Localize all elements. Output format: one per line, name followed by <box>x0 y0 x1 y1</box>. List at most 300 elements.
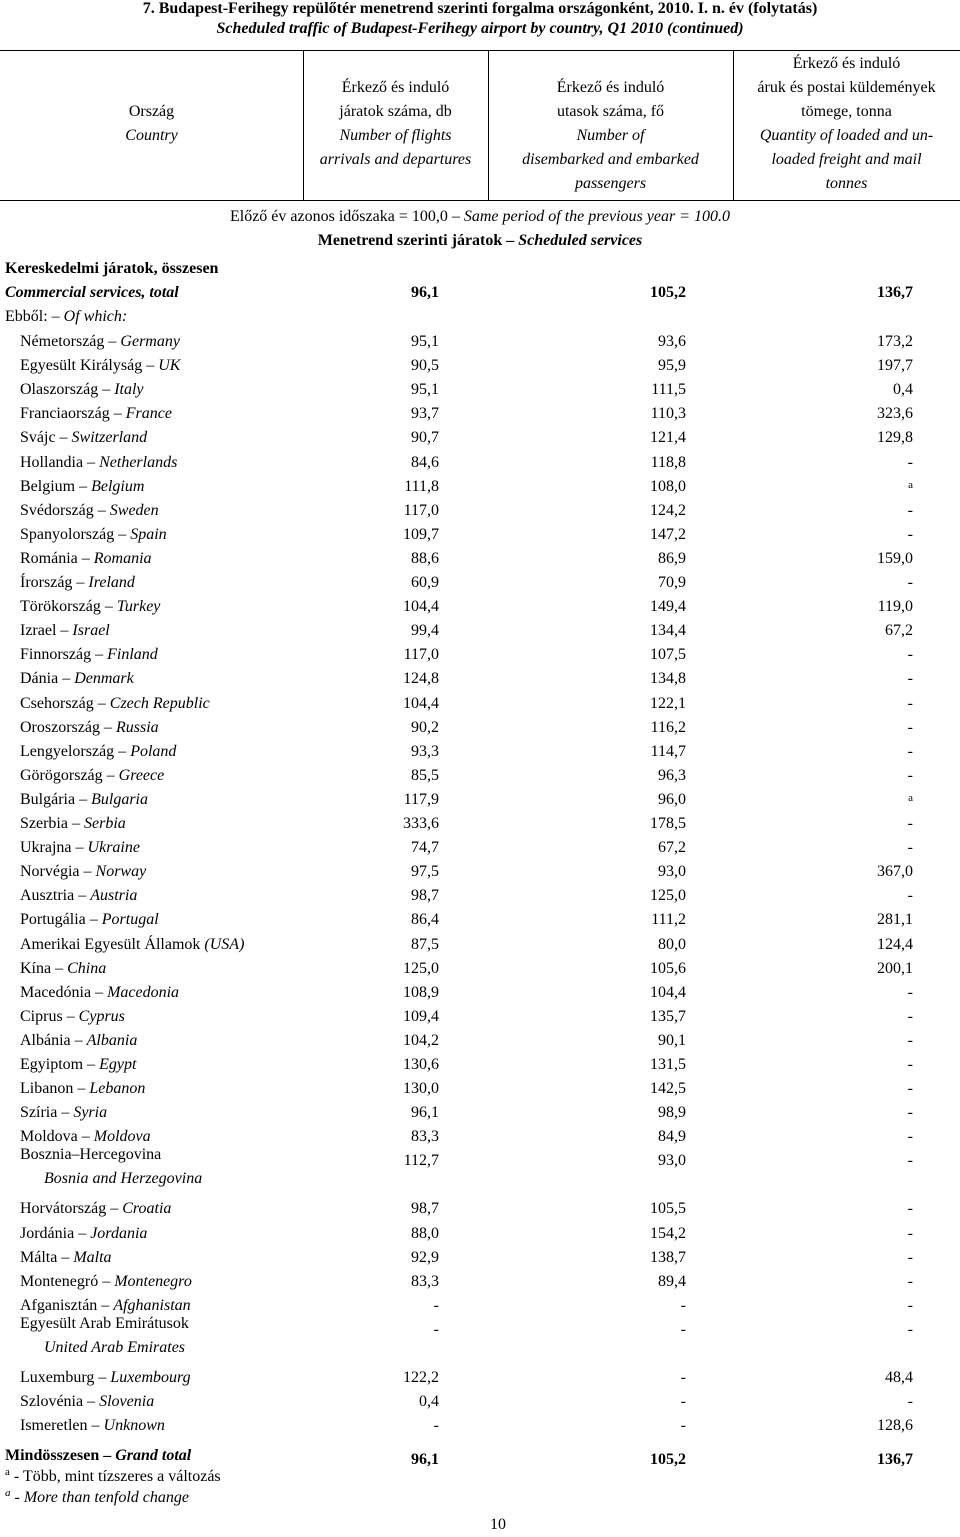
header-top-rule <box>0 50 960 51</box>
table-row <box>0 547 960 571</box>
country-label <box>20 812 126 836</box>
country-label <box>20 643 158 667</box>
country-name-en: Serbia <box>83 815 126 832</box>
country-name-hu: Oroszország – <box>20 718 112 736</box>
country-name-en: Egypt <box>99 1056 137 1073</box>
country-name-en: Czech Republic <box>109 694 210 712</box>
country-label <box>20 1312 189 1336</box>
country-label <box>20 764 164 788</box>
table-row <box>0 378 960 402</box>
country-label <box>20 1101 107 1125</box>
table-row <box>0 595 960 619</box>
value-cell: - <box>907 670 913 688</box>
value-cell: 98,9 <box>658 1104 686 1122</box>
country-label <box>20 1270 192 1294</box>
value-cell: - <box>907 453 913 471</box>
country-name-hu: Svájc – <box>20 429 68 447</box>
table-row <box>0 933 960 957</box>
value-cell: 88,6 <box>411 549 439 567</box>
country-name-hu: Szlovénia – <box>20 1393 96 1410</box>
value-cell: 114,7 <box>650 742 686 760</box>
value-cell: 111,8 <box>404 477 439 495</box>
value-cell: 112,7 <box>403 1152 439 1170</box>
country-name-en: Afghanistan <box>113 1296 191 1314</box>
table-row <box>0 426 960 450</box>
value-cell: 124,8 <box>403 670 439 688</box>
table-row <box>0 1270 960 1294</box>
country-name-en: Cyprus <box>78 1007 125 1025</box>
value-cell: 119,0 <box>877 598 913 616</box>
country-label <box>20 933 244 957</box>
value-cell: 125,0 <box>403 959 439 977</box>
value-cell: 96,3 <box>658 766 686 784</box>
country-name-en: Belgium <box>91 477 145 495</box>
country-label <box>20 426 147 450</box>
table-row <box>0 354 960 378</box>
value-cell: 0,4 <box>419 1393 439 1410</box>
country-name-hu: Szíria – <box>20 1104 70 1122</box>
footnote-en: $^a$ - More than tenfold change <box>5 1487 189 1506</box>
value-cell: 124,2 <box>650 501 686 519</box>
country-label <box>20 1414 165 1438</box>
value-cell: 105,5 <box>650 1200 686 1218</box>
table-row <box>0 692 960 716</box>
header-freight: Érkező és induló áruk és postai küldemények tömege, tonna Quantity of loaded and un- loaded freight and mail tonnes <box>757 55 936 192</box>
country-name-hu: Libanon – <box>20 1080 86 1098</box>
value-cell: - <box>680 1296 686 1314</box>
value-cell: 88,0 <box>411 1224 439 1242</box>
value-cell: 111,5 <box>651 381 686 399</box>
value-cell: 107,5 <box>650 646 686 664</box>
country-name-hu: Írország – <box>20 574 85 591</box>
value-cell: - <box>907 742 913 760</box>
value-cell: 80,0 <box>658 935 686 953</box>
table-row <box>0 812 960 836</box>
value-cell: - <box>907 887 913 905</box>
country-name-en: Romania <box>93 549 152 567</box>
country-name-en: Finland <box>107 646 158 664</box>
country-label <box>20 836 140 860</box>
country-name-hu: Szerbia – <box>20 815 80 832</box>
table-row <box>0 1146 960 1188</box>
country-label <box>20 619 110 643</box>
country-name-hu: Bulgária – <box>20 790 88 808</box>
country-name-en: Spain <box>130 525 167 543</box>
country-name-en: Croatia <box>122 1200 172 1218</box>
value-cell: 134,4 <box>650 622 686 640</box>
table-row <box>0 1101 960 1125</box>
table-row <box>0 740 960 764</box>
value-cell: - <box>907 1320 913 1338</box>
country-name-hu: Amerikai Egyesült Államok <box>20 935 201 953</box>
value-cell: - <box>680 1368 686 1386</box>
table-title-en: Scheduled traffic of Budapest-Ferihegy airport by country, Q1 2010 (continued) <box>216 20 744 37</box>
country-name-en: UK <box>158 357 181 375</box>
value-cell: 98,7 <box>411 1200 439 1218</box>
value-cell: - <box>907 1393 913 1410</box>
table-row <box>0 619 960 643</box>
country-label <box>20 1077 145 1101</box>
value-cell: 323,6 <box>877 405 913 423</box>
value-cell: 92,9 <box>411 1248 439 1266</box>
country-name-en: France <box>125 405 172 423</box>
country-name-hu: Ismeretlen – <box>20 1417 100 1435</box>
value-cell: - <box>433 1296 439 1314</box>
commercial-total-row: Commercial services, total 96,1 105,2 136,7 <box>5 284 913 301</box>
value-cell: - <box>907 1296 913 1314</box>
country-name-en: Portugal <box>101 911 159 929</box>
table-row <box>0 957 960 981</box>
country-label <box>20 571 135 595</box>
value-cell: 90,5 <box>411 357 439 375</box>
value-cell: 109,7 <box>403 525 439 543</box>
of-which-row: Ebből: – Of which: <box>5 308 128 325</box>
value-cell: - <box>907 501 913 519</box>
country-name-hu: Jordánia – <box>20 1224 87 1242</box>
footnote-hu: $^a$ - Több, mint tízszeres a változás <box>5 1466 221 1485</box>
value-cell: 74,7 <box>411 839 439 857</box>
table-row <box>0 1390 960 1414</box>
value-cell: 128,6 <box>877 1417 913 1435</box>
header-passengers: Érkező és induló utasok száma, fő Number of disembarked and embarked passengers <box>522 79 699 192</box>
value-cell: - <box>907 718 913 736</box>
country-label <box>20 1029 137 1053</box>
value-cell: 110,3 <box>650 405 686 423</box>
value-cell: 367,0 <box>877 863 913 881</box>
table-row <box>0 1053 960 1077</box>
country-name-en: Montenegro <box>114 1272 192 1290</box>
country-name-hu: Egyiptom – <box>20 1056 96 1073</box>
country-name-hu: Bosznia–Hercegovina <box>20 1146 162 1164</box>
value-cell: - <box>907 1007 913 1025</box>
value-cell: 96,1 <box>411 1104 439 1122</box>
country-label <box>20 981 179 1005</box>
value-cell: 108,9 <box>403 983 439 1001</box>
value-cell: 60,9 <box>411 574 439 591</box>
value-cell: - <box>907 694 913 712</box>
value-cell: - <box>907 525 913 543</box>
value-cell: 122,2 <box>403 1368 439 1386</box>
value-cell: 67,2 <box>885 622 913 640</box>
value-cell: 87,5 <box>411 935 439 953</box>
country-label <box>20 330 180 354</box>
country-name-hu: Izrael – <box>20 622 69 640</box>
value-cell: 97,5 <box>411 863 439 881</box>
value-cell: 122,1 <box>650 694 686 712</box>
value-cell: 117,0 <box>403 501 439 519</box>
header-bottom-rule <box>0 200 960 201</box>
country-name-en: Switzerland <box>71 429 148 447</box>
country-name-hu: Albánia – <box>20 1031 83 1049</box>
table-row <box>0 1077 960 1101</box>
page-number: 10 <box>490 1516 506 1533</box>
country-name-en: Sweden <box>109 501 159 519</box>
table-row <box>0 1005 960 1029</box>
country-label <box>20 740 176 764</box>
value-cell: - <box>907 1152 913 1170</box>
country-name-hu: Macedónia – <box>20 983 104 1001</box>
country-label <box>20 499 159 523</box>
value-cell: - <box>907 815 913 832</box>
value-cell: 108,0 <box>650 477 686 495</box>
value-cell: 117,0 <box>403 646 439 664</box>
country-name-hu: Dánia – <box>20 670 71 688</box>
value-cell: 154,2 <box>650 1224 686 1242</box>
country-label <box>20 692 210 716</box>
value-cell: - <box>680 1393 686 1410</box>
value-cell: 90,1 <box>658 1031 686 1049</box>
value-cell: - <box>907 646 913 664</box>
table-row <box>0 571 960 595</box>
country-label <box>20 908 159 932</box>
table-row <box>0 884 960 908</box>
country-name-en: Greece <box>118 766 165 784</box>
country-label <box>20 1366 191 1390</box>
value-cell: 104,4 <box>403 694 439 712</box>
value-cell: 95,1 <box>411 333 439 350</box>
country-label <box>20 1246 112 1270</box>
country-name-hu: Montenegró – <box>20 1272 111 1290</box>
value-cell: 89,4 <box>658 1272 686 1290</box>
country-name-en: Ireland <box>88 574 135 591</box>
country-name-hu: Ausztria – <box>20 887 87 905</box>
table-title-hu: 7. Budapest-Ferihegy repülőtér menetrend szerinti forgalma országonként, 2010. I. n. év (folytatás) <box>142 0 818 17</box>
value-cell: 131,5 <box>650 1056 686 1073</box>
country-name-en: Denmark <box>74 670 134 688</box>
country-name-en: Israel <box>72 622 110 640</box>
country-label <box>20 1143 161 1167</box>
value-cell: 93,0 <box>658 1152 686 1170</box>
country-name-hu: Lengyelország – <box>20 742 127 760</box>
header-flights: Érkező és induló járatok száma, db Number of flights arrivals and departures <box>319 79 472 168</box>
country-name-en: Germany <box>120 333 180 350</box>
country-name-en: Syria <box>73 1104 108 1122</box>
value-cell: 105,6 <box>650 959 686 977</box>
country-name-en: Malta <box>73 1248 112 1266</box>
country-label <box>20 1197 171 1221</box>
value-cell: 116,2 <box>650 718 686 736</box>
country-label <box>20 1390 154 1414</box>
table-row <box>0 643 960 667</box>
value-cell: 83,3 <box>411 1128 439 1146</box>
table-row <box>0 499 960 523</box>
country-name-hu: Hollandia – <box>20 453 96 471</box>
table-row <box>0 788 960 812</box>
country-label <box>20 378 144 402</box>
table-row <box>0 981 960 1005</box>
value-cell: 118,8 <box>650 453 686 471</box>
value-cell: 104,4 <box>403 598 439 616</box>
country-name-en: Bulgaria <box>91 790 148 808</box>
country-name-hu: Finnország – <box>20 646 104 664</box>
country-name-hu: Csehország – <box>20 694 106 712</box>
value-cell: - <box>907 1104 913 1122</box>
table-row <box>0 1414 960 1438</box>
table-row <box>0 716 960 740</box>
country-label <box>20 788 148 812</box>
subtitle-base-period: Előző év azonos időszaka = 100,0 – Same period of the previous year = 100.0 <box>229 208 730 225</box>
country-label <box>20 547 152 571</box>
value-cell: 84,9 <box>658 1128 686 1146</box>
value-cell: 70,9 <box>658 574 686 591</box>
value-cell: - <box>907 1224 913 1242</box>
country-name-hu: Egyesült Királyság – <box>20 357 155 375</box>
country-name-en: China <box>67 959 107 977</box>
value-cell: 90,7 <box>411 429 439 447</box>
country-label <box>20 354 180 378</box>
commercial-hu-row: Kereskedelmi járatok, összesen <box>5 260 219 277</box>
country-label <box>20 860 146 884</box>
country-name-hu: Kína – <box>20 959 64 977</box>
header-country: Ország Country <box>125 103 178 144</box>
value-cell: 200,1 <box>877 959 913 977</box>
country-label <box>20 451 177 475</box>
grand-total-row: Mindösszesen – Grand total 96,1 105,2 136,7 <box>5 1447 913 1468</box>
value-cell: 130,0 <box>403 1080 439 1098</box>
value-cell: 95,9 <box>658 357 686 375</box>
country-name-en: Moldova <box>93 1128 151 1146</box>
value-cell: - <box>907 1056 913 1073</box>
country-name-hu: Ciprus – <box>20 1007 75 1025</box>
value-cell: 98,7 <box>411 887 439 905</box>
country-name-hu: Franciaország – <box>20 405 122 423</box>
table-row <box>0 764 960 788</box>
country-label <box>20 402 172 426</box>
value-cell: - <box>907 983 913 1001</box>
country-label <box>20 1222 147 1246</box>
value-cell: - <box>907 1128 913 1146</box>
table-row <box>0 1197 960 1221</box>
country-name-hu: Málta – <box>20 1248 70 1266</box>
table-row <box>0 1222 960 1246</box>
value-cell: 96,0 <box>658 790 686 808</box>
country-name-hu: Luxemburg – <box>20 1368 107 1386</box>
country-name-en: Netherlands <box>99 453 178 471</box>
country-label <box>20 595 160 619</box>
value-cell: 104,4 <box>650 983 686 1001</box>
value-cell: 86,4 <box>411 911 439 929</box>
value-cell: 93,6 <box>658 333 686 350</box>
country-name-en: Bosnia and Herzegovina <box>44 1170 203 1188</box>
table-row <box>0 836 960 860</box>
value-cell: 84,6 <box>411 453 439 471</box>
value-cell: 99,4 <box>411 622 439 640</box>
value-cell: 159,0 <box>877 549 913 567</box>
country-name-en: Turkey <box>116 598 161 616</box>
table-row <box>0 1314 960 1356</box>
value-cell: 135,7 <box>650 1007 686 1025</box>
subtitle-scheduled-services: Menetrend szerinti járatok – Scheduled services <box>317 232 643 249</box>
value-cell: 67,2 <box>658 839 686 857</box>
value-cell: 90,2 <box>411 718 439 736</box>
value-cell: - <box>907 1200 913 1218</box>
value-cell: 85,5 <box>411 766 439 784</box>
value-cell: 93,0 <box>658 863 686 881</box>
table-row <box>0 402 960 426</box>
value-cell: 95,1 <box>411 381 439 399</box>
country-name-hu: Portugália – <box>20 911 98 929</box>
country-name-hu: Belgium – <box>20 477 88 495</box>
country-name-hu: Moldova – <box>20 1128 90 1146</box>
country-name-en: Poland <box>130 742 177 760</box>
table-row <box>0 523 960 547</box>
table-row <box>0 475 960 499</box>
value-cell: - <box>680 1417 686 1435</box>
table-row <box>0 1246 960 1270</box>
table-row <box>0 667 960 691</box>
value-cell: 281,1 <box>877 911 913 929</box>
value-cell: 129,8 <box>877 429 913 447</box>
country-name-en: Italy <box>114 381 144 399</box>
value-cell: 111,2 <box>651 911 686 929</box>
value-cell: 333,6 <box>403 815 439 832</box>
country-name-hu: Norvégia – <box>20 863 92 881</box>
value-cell: 104,2 <box>403 1031 439 1049</box>
value-cell: 197,7 <box>877 357 913 375</box>
country-name-en: Macedonia <box>107 983 180 1001</box>
value-cell: - <box>907 839 913 857</box>
value-cell: 173,2 <box>877 333 913 350</box>
table-row <box>0 860 960 884</box>
value-cell: - <box>433 1320 439 1338</box>
country-name-hu: Olaszország – <box>20 381 111 399</box>
country-name-en: Slovenia <box>99 1393 155 1410</box>
country-name-en: United Arab Emirates <box>44 1338 186 1356</box>
value-cell: 147,2 <box>650 525 686 543</box>
country-label <box>20 957 106 981</box>
country-name-hu: Románia – <box>20 549 90 567</box>
country-label <box>20 1053 136 1077</box>
table-row <box>0 451 960 475</box>
value-cell: - <box>907 1031 913 1049</box>
value-cell: 93,3 <box>411 742 439 760</box>
value-cell: 83,3 <box>411 1272 439 1290</box>
country-name-hu: Görögország – <box>20 766 115 784</box>
country-name-hu: Svédország – <box>20 501 106 519</box>
country-name-hu: Törökország – <box>20 598 113 616</box>
country-label <box>20 1005 125 1029</box>
table-row <box>0 1366 960 1390</box>
country-name-hu: Egyesült Arab Emirátusok <box>20 1314 189 1332</box>
value-cell: 142,5 <box>650 1080 686 1098</box>
country-name-en: Unknown <box>103 1417 165 1435</box>
value-cell: - <box>907 1248 913 1266</box>
table-row <box>0 1029 960 1053</box>
value-cell: - <box>907 1272 913 1290</box>
value-cell: 125,0 <box>650 887 686 905</box>
value-cell: - <box>907 574 913 591</box>
value-cell: a <box>908 478 913 491</box>
value-cell: 124,4 <box>877 935 913 953</box>
value-cell: 93,7 <box>411 405 439 423</box>
country-name-en: Albania <box>86 1031 138 1049</box>
country-name-hu: Ukrajna – <box>20 839 84 857</box>
table-row <box>0 330 960 354</box>
country-name-en: Austria <box>90 887 138 905</box>
value-cell: - <box>680 1320 686 1338</box>
country-name-en: Jordania <box>90 1224 148 1242</box>
value-cell: - <box>907 1080 913 1098</box>
country-label <box>20 716 159 740</box>
country-name-en: Russia <box>115 718 159 736</box>
country-name-en: Luxembourg <box>110 1368 191 1386</box>
value-cell: 134,8 <box>650 670 686 688</box>
value-cell: 121,4 <box>650 429 686 447</box>
value-cell: 109,4 <box>403 1007 439 1025</box>
value-cell: 178,5 <box>650 815 686 832</box>
value-cell: 117,9 <box>403 790 439 808</box>
value-cell: 86,9 <box>658 549 686 567</box>
